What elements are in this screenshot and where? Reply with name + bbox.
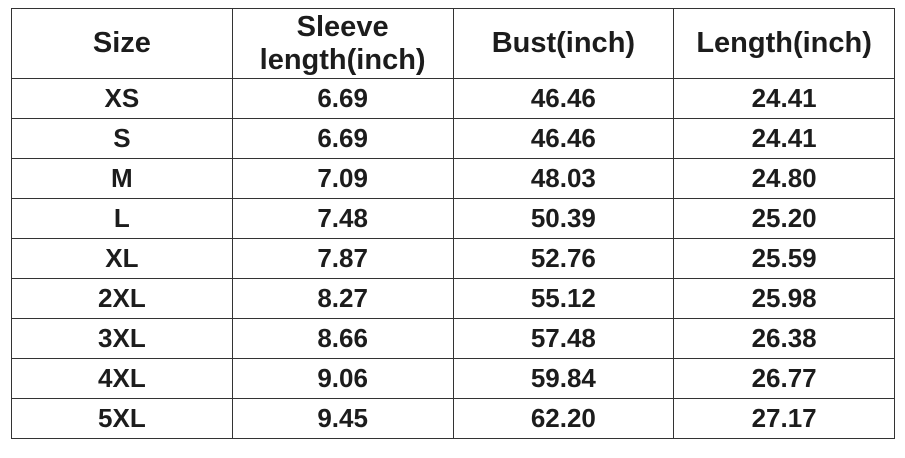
measurement-cell: 8.66 (232, 319, 453, 359)
measurement-cell: 52.76 (453, 239, 674, 279)
measurement-cell: 55.12 (453, 279, 674, 319)
measurement-cell: 7.87 (232, 239, 453, 279)
table-row (12, 399, 895, 439)
table-row (12, 199, 895, 239)
table-row (12, 119, 895, 159)
column-header: Bust(inch) (453, 9, 674, 79)
measurement-cell: 25.98 (674, 279, 895, 319)
table-row (12, 359, 895, 399)
size-label-cell: 3XL (12, 319, 233, 359)
measurement-cell: 25.59 (674, 239, 895, 279)
size-label-cell: XL (12, 239, 233, 279)
measurement-cell: 7.48 (232, 199, 453, 239)
measurement-cell: 59.84 (453, 359, 674, 399)
measurement-cell: 6.69 (232, 119, 453, 159)
size-label-cell: 4XL (12, 359, 233, 399)
column-header: Length(inch) (674, 9, 895, 79)
measurement-cell: 24.80 (674, 159, 895, 199)
measurement-cell: 27.17 (674, 399, 895, 439)
size-label-cell: L (12, 199, 233, 239)
column-header: Size (12, 9, 233, 79)
table-row (12, 239, 895, 279)
size-chart-table (11, 8, 895, 439)
measurement-cell: 62.20 (453, 399, 674, 439)
measurement-cell: 46.46 (453, 119, 674, 159)
measurement-cell: 7.09 (232, 159, 453, 199)
measurement-cell: 26.38 (674, 319, 895, 359)
measurement-cell: 24.41 (674, 119, 895, 159)
size-label-cell: S (12, 119, 233, 159)
measurement-cell: 48.03 (453, 159, 674, 199)
column-header: Sleeve length(inch) (232, 9, 453, 79)
table-row (12, 279, 895, 319)
measurement-cell: 24.41 (674, 79, 895, 119)
header-row (12, 9, 895, 79)
measurement-cell: 25.20 (674, 199, 895, 239)
measurement-cell: 46.46 (453, 79, 674, 119)
size-label-cell: 2XL (12, 279, 233, 319)
table-row (12, 319, 895, 359)
table-row (12, 79, 895, 119)
measurement-cell: 57.48 (453, 319, 674, 359)
table-row (12, 159, 895, 199)
size-label-cell: 5XL (12, 399, 233, 439)
measurement-cell: 50.39 (453, 199, 674, 239)
size-label-cell: M (12, 159, 233, 199)
measurement-cell: 26.77 (674, 359, 895, 399)
table-body (12, 79, 895, 439)
size-label-cell: XS (12, 79, 233, 119)
measurement-cell: 9.45 (232, 399, 453, 439)
measurement-cell: 9.06 (232, 359, 453, 399)
measurement-cell: 6.69 (232, 79, 453, 119)
measurement-cell: 8.27 (232, 279, 453, 319)
table-header (12, 9, 895, 79)
